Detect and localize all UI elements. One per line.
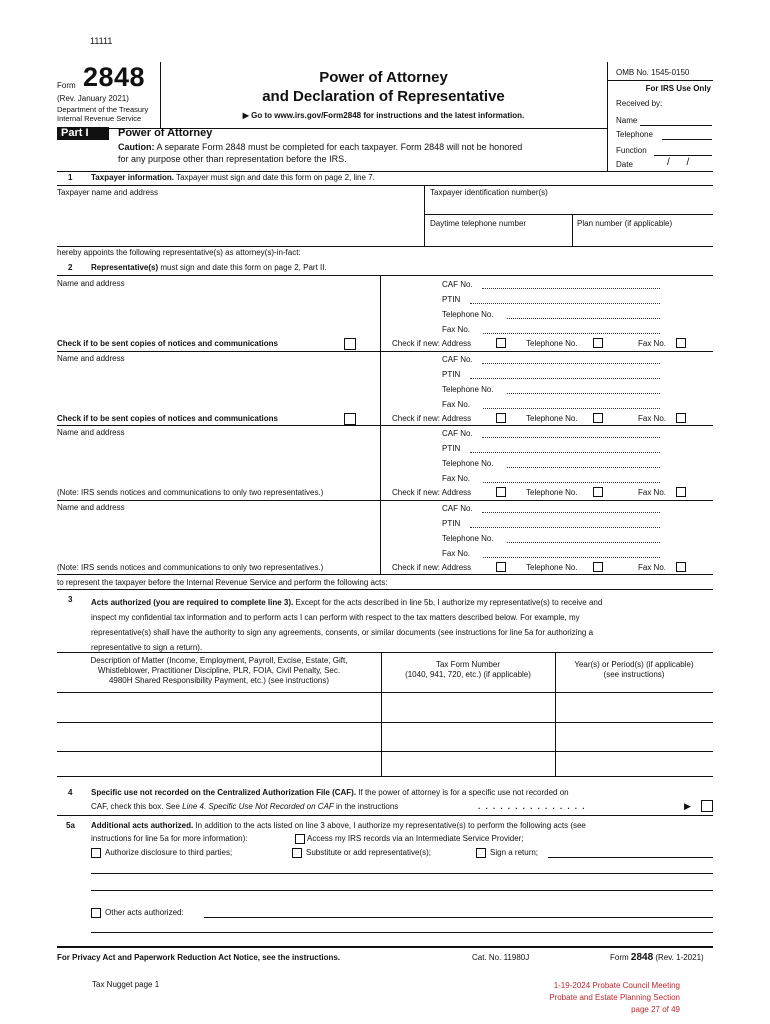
rep-name-address-label: Name and address — [57, 353, 125, 363]
caution-text: A separate Form 2848 must be completed for each taxpayer. Form 2848 will not be honored — [154, 142, 523, 152]
line4-bold: Specific use not recorded on the Centralized Authorization File (CAF). — [91, 788, 357, 797]
col-years-header — [555, 660, 713, 680]
rep-name-address-field[interactable] — [57, 365, 379, 415]
caution-line-1 — [118, 142, 522, 153]
rep-fax-field[interactable] — [483, 557, 660, 558]
col1-l1: Description of Matter (Income, Employment, Payroll, Excise, Estate, Gift, — [90, 656, 348, 665]
col3-l2: (see instructions) — [603, 670, 665, 679]
rep-bottom-note: (Note: IRS sends notices and communications to only two representatives.) — [57, 562, 324, 572]
col3-l1: Year(s) or Period(s) (if applicable) — [574, 660, 694, 669]
footer-form-rev: (Rev. 1-2021) — [653, 953, 704, 962]
rep-telephone-field[interactable] — [507, 393, 660, 394]
privacy-notice: For Privacy Act and Paperwork Reduction Act Notice, see the instructions. — [57, 953, 341, 962]
line2-num: 2 — [68, 263, 73, 272]
taxpayer-name-address-label: Taxpayer name and address — [57, 188, 158, 197]
line5a-blank-2[interactable] — [91, 890, 713, 891]
rep-fax-field[interactable] — [483, 333, 660, 334]
rep-copies-checkbox[interactable] — [344, 413, 356, 425]
line5a-num: 5a — [66, 821, 75, 830]
rep-check-new-fax-label: Fax No. — [638, 339, 667, 348]
line4-l2b: in the instructions — [333, 802, 399, 811]
col2-l2: (1040, 941, 720, etc.) (if applicable) — [405, 670, 531, 679]
rep-copies-checkbox[interactable] — [344, 338, 356, 350]
plan-number-label: Plan number (if applicable) — [577, 219, 673, 228]
rep-new-tel-checkbox[interactable] — [593, 487, 603, 497]
rep-new-tel-checkbox[interactable] — [593, 338, 603, 348]
form-title — [160, 68, 607, 106]
line2-label — [91, 263, 327, 273]
rep-new-fax-checkbox[interactable] — [676, 562, 686, 572]
meeting-stamp-l1: 1-19-2024 Probate Council Meeting — [553, 981, 680, 990]
line3-l4: representative to sign a return). — [91, 643, 203, 652]
rep-new-fax-checkbox[interactable] — [676, 338, 686, 348]
tin-label: Taxpayer identification number(s) — [430, 188, 548, 197]
rep-telephone-label: Telephone No. — [442, 533, 494, 543]
rep-new-fax-checkbox[interactable] — [676, 413, 686, 423]
part1-tag: Part I — [57, 127, 109, 140]
rep-new-tel-checkbox[interactable] — [593, 562, 603, 572]
rep-caf-label: CAF No. — [442, 354, 473, 364]
rep-telephone-field[interactable] — [507, 542, 660, 543]
rep-name-address-field[interactable] — [57, 290, 379, 340]
rep-telephone-field[interactable] — [507, 318, 660, 319]
rep-ptin-label: PTIN — [442, 369, 461, 379]
appoints-text: hereby appoints the following representative(s) as attorney(s)-in-fact: — [57, 248, 301, 257]
line4-arrow-icon: ▶ — [684, 801, 691, 811]
footer-form-id — [610, 953, 704, 963]
irs-use-only: For IRS Use Only — [645, 84, 711, 93]
line4-leader: . . . . . . . . . . . . . . . — [478, 802, 586, 811]
irs-function-line[interactable] — [654, 155, 712, 156]
line4-l2-italic: Line 4. Specific Use Not Recorded on CAF — [182, 802, 334, 811]
acts-row-1[interactable] — [57, 693, 713, 721]
col-description-header — [57, 656, 381, 686]
access-irs-records-label: Access my IRS records via an Intermediate Service Provider; — [307, 834, 524, 843]
rep-check-new-address-label: Check if new: Address — [392, 339, 472, 348]
irs-name-label: Name — [616, 116, 638, 125]
rep-fax-label: Fax No. — [442, 399, 471, 409]
rep-name-address-label: Name and address — [57, 279, 125, 288]
omb-number: OMB No. 1545-0150 — [616, 68, 690, 77]
line1-num: 1 — [68, 173, 73, 182]
daytime-phone-label: Daytime telephone number — [430, 219, 527, 228]
rep-new-address-checkbox[interactable] — [496, 487, 506, 497]
irs-date-label: Date — [616, 160, 633, 169]
rep-check-new-fax-label: Fax No. — [638, 488, 667, 497]
rep-new-fax-checkbox[interactable] — [676, 487, 686, 497]
line5a-text: In addition to the acts listed on line 3 above, I authorize my representative(s) to perform the following acts (see — [193, 821, 586, 830]
rep-caf-field[interactable] — [482, 512, 660, 513]
rep-telephone-label: Telephone No. — [442, 459, 494, 468]
acts-row-2[interactable] — [57, 723, 713, 750]
rep-telephone-field[interactable] — [507, 467, 660, 468]
rep-caf-label: CAF No. — [442, 429, 473, 438]
col-taxform-header — [381, 660, 555, 680]
rep-check-new-tel-label: Telephone No. — [526, 413, 578, 423]
line3-l1: Except for the acts described in line 5b, I authorize my representative(s) to receive and — [293, 598, 603, 607]
rep-new-address-checkbox[interactable] — [496, 338, 506, 348]
sign-return-label: Sign a return; — [490, 848, 539, 857]
rep-name-address-label: Name and address — [57, 428, 125, 437]
line3-bold: Acts authorized (you are required to complete line 3). — [91, 598, 294, 607]
represent-text: to represent the taxpayer before the Internal Revenue Service and perform the following acts: — [57, 578, 388, 587]
other-acts-checkbox[interactable] — [91, 908, 101, 918]
acts-row-3[interactable] — [57, 752, 713, 775]
substitute-rep-label: Substitute or add representative(s); — [306, 848, 431, 857]
rep-new-tel-checkbox[interactable] — [593, 413, 603, 423]
service: Internal Revenue Service — [57, 114, 142, 123]
line3-num: 3 — [68, 595, 73, 604]
rep-ptin-field[interactable] — [470, 527, 660, 528]
rep-ptin-label: PTIN — [442, 295, 461, 304]
line5a-bold: Additional acts authorized. — [91, 821, 194, 830]
line3-l3: representative(s) shall have the authority to sign any agreements, consents, or similar documents (see instructions for line 5a for authorizing a — [91, 628, 594, 637]
rep-caf-label: CAF No. — [442, 503, 473, 513]
received-by: Received by: — [616, 99, 663, 108]
rep-bottom-note: (Note: IRS sends notices and communications to only two representatives.) — [57, 488, 324, 497]
caution-line-2: for any purpose other than representation before the IRS. — [118, 154, 347, 164]
rep-ptin-field[interactable] — [470, 452, 660, 453]
rep-new-address-checkbox[interactable] — [496, 413, 506, 423]
rep-caf-field[interactable] — [482, 363, 660, 364]
rep-fax-label: Fax No. — [442, 548, 471, 558]
line4-text: If the power of attorney is for a specific use not recorded on — [356, 788, 569, 797]
other-acts-line[interactable] — [204, 917, 713, 918]
rep-fax-field[interactable] — [483, 482, 660, 483]
col1-l3: 4980H Shared Responsibility Payment, etc.) (see instructions) — [108, 676, 330, 685]
line4-l2a: CAF, check this box. See — [91, 802, 183, 811]
department: Department of the Treasury — [57, 105, 149, 114]
rep-check-new-address-label: Check if new: Address — [392, 562, 472, 572]
other-acts-label: Other acts authorized: — [105, 908, 184, 917]
meeting-stamp-l3: page 27 of 49 — [631, 1005, 680, 1014]
rep-fax-field[interactable] — [483, 408, 660, 409]
rep-check-new-fax-label: Fax No. — [638, 562, 667, 572]
sign-return-checkbox[interactable] — [476, 848, 486, 858]
line3-l2: inspect my confidential tax information and to perform acts I can perform with respect to the tax matters described below. For example, my — [91, 613, 580, 622]
line2-label-bold: Representative(s) — [91, 263, 159, 272]
caution-label: Caution: — [118, 142, 155, 152]
sign-return-line[interactable] — [548, 857, 713, 858]
cat-number: Cat. No. 11980J — [472, 953, 530, 962]
line4-row-2 — [91, 802, 398, 812]
rep-bottom-note: Check if to be sent copies of notices and communications — [57, 413, 278, 423]
rep-check-new-address-label: Check if new: Address — [392, 488, 472, 497]
form-label: Form — [57, 81, 76, 90]
rep-check-new-address-label: Check if new: Address — [392, 413, 472, 423]
page-id: 11111 — [90, 36, 113, 46]
line5a-blank-3[interactable] — [91, 932, 713, 933]
part1-title: Power of Attorney — [118, 127, 213, 139]
rep-name-address-field[interactable] — [57, 439, 379, 489]
instruction-line: ▶ Go to www.irs.gov/Form2848 for instructions and the latest information. — [242, 111, 525, 120]
rep-check-new-tel-label: Telephone No. — [526, 488, 578, 497]
meeting-stamp-l2: Probate and Estate Planning Section — [549, 993, 680, 1002]
rep-ptin-field[interactable] — [470, 303, 660, 304]
line5a-l2: instructions for line 5a for more information): — [91, 834, 248, 843]
line4-checkbox[interactable] — [701, 800, 713, 812]
access-irs-records-checkbox[interactable] — [295, 834, 305, 844]
form-number: 2848 — [83, 62, 146, 92]
line1-label-bold: Taxpayer information. — [91, 173, 174, 182]
revision: (Rev. January 2021) — [57, 94, 129, 103]
footer-form-word: Form — [610, 953, 631, 962]
line4-num: 4 — [68, 788, 73, 797]
rep-ptin-label: PTIN — [442, 444, 461, 453]
rep-check-new-tel-label: Telephone No. — [526, 339, 578, 348]
irs-function-label: Function — [616, 146, 647, 155]
rep-name-address-label: Name and address — [57, 502, 125, 512]
irs-date-slashes: / / — [667, 157, 690, 168]
line3-row-1 — [91, 595, 713, 610]
col1-l2: Whistleblower, Practitioner Discipline, PLR, FOIA, Civil Penalty, Sec. — [97, 666, 341, 675]
meeting-stamp — [470, 980, 680, 1016]
line3-text — [91, 595, 713, 655]
rep-caf-label: CAF No. — [442, 280, 473, 289]
line4-row-1 — [91, 788, 569, 798]
line5a-blank-1[interactable] — [91, 873, 713, 874]
authorize-disclosure-checkbox[interactable] — [91, 848, 101, 858]
rep-telephone-label: Telephone No. — [442, 310, 494, 319]
rep-new-address-checkbox[interactable] — [496, 562, 506, 572]
irs-telephone-line[interactable] — [662, 139, 712, 140]
line5a-row-1 — [91, 821, 586, 831]
rep-ptin-label: PTIN — [442, 518, 461, 528]
rep-bottom-note: Check if to be sent copies of notices and communications — [57, 339, 278, 348]
rep-check-new-fax-label: Fax No. — [638, 413, 667, 423]
rep-ptin-field[interactable] — [470, 378, 660, 379]
title-line-2: and Declaration of Representative — [262, 88, 505, 105]
rep-check-new-tel-label: Telephone No. — [526, 562, 578, 572]
col2-l1: Tax Form Number — [435, 660, 500, 669]
authorize-disclosure-label: Authorize disclosure to third parties; — [105, 848, 233, 857]
rep-name-address-field[interactable] — [57, 514, 379, 564]
rep-caf-field[interactable] — [482, 437, 660, 438]
tax-nugget-page: Tax Nugget page 1 — [92, 980, 160, 989]
line2-label-text: must sign and date this form on page 2, Part II. — [158, 263, 327, 272]
line1-label-text: Taxpayer must sign and date this form on page 2, line 7. — [173, 173, 375, 182]
rep-caf-field[interactable] — [482, 288, 660, 289]
rep-fax-label: Fax No. — [442, 474, 471, 483]
title-line-1: Power of Attorney — [319, 69, 448, 86]
rep-fax-label: Fax No. — [442, 325, 471, 334]
line1-label — [91, 173, 375, 183]
irs-telephone-label: Telephone — [616, 130, 653, 139]
substitute-rep-checkbox[interactable] — [292, 848, 302, 858]
rep-telephone-label: Telephone No. — [442, 384, 494, 394]
irs-name-line[interactable] — [640, 125, 712, 126]
footer-form-num: 2848 — [630, 952, 654, 963]
